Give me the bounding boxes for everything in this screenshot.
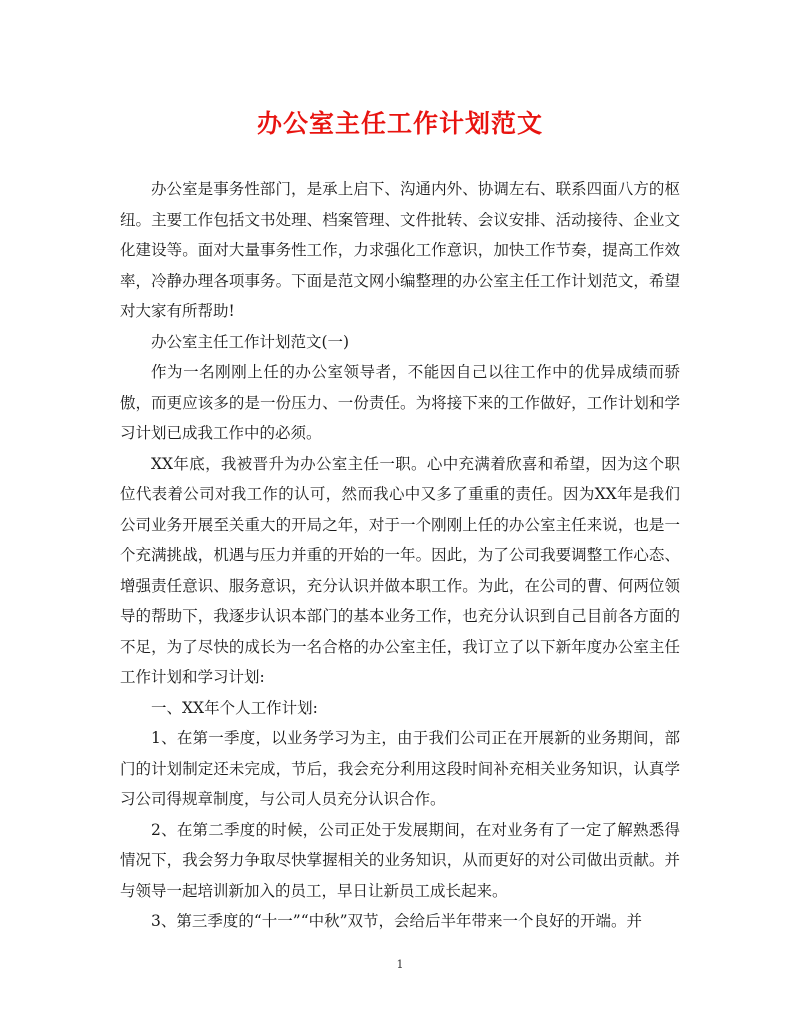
paragraph-quarter-1: 1、在第一季度，以业务学习为主，由于我们公司正在开展新的业务期间，部门的计划制定还未完成，节后，我会充分利用这段时间补充相关业务知识，认真学习公司得规章制度，与公司人员充分认识合作。	[120, 729, 680, 808]
paragraph-background: XX年底，我被晋升为办公室主任一职。心中充满着欣喜和希望，因为这个职位代表着公司对我工作的认可，然而我心中又多了重重的责任。因为XX年是我们公司业务开展至关重大的开局之年，对于一个刚刚上任的办公室主任来说，也是一个充满挑战，机遇与压力并重的开始的一年。因此，为了公司我要调整工作心态、增强责任意识、服务意识，充分认识并做本职工作。为此，在公司的曹、何两位领导的帮助下，我逐步认识本部门的基本业务工作，也充分认识到自己目前各方面的不足，为了尽快的成长为一名合格的办公室主任，我订立了以下新年度办公室主任工作计划和学习计划:	[120, 454, 680, 686]
document-title: 办公室主任工作计划范文	[256, 109, 543, 138]
paragraph-section-heading: 办公室主任工作计划范文(一)	[151, 332, 350, 351]
paragraph-quarter-2: 2、在第二季度的时候，公司正处于发展期间，在对业务有了一定了解熟悉得情况下，我会努力争取尽快掌握相关的业务知识，从而更好的对公司做出贡献。并与领导一起培训新加入的员工，早日让新员工成长起来。	[120, 820, 680, 900]
page-number: 1	[396, 958, 404, 971]
paragraph-plan-heading: 一、XX年个人工作计划:	[151, 698, 318, 717]
paragraph-intro: 办公室是事务性部门，是承上启下、沟通内外、协调左右、联系四面八方的枢纽。主要工作包括文书处理、档案管理、文件批转、会议安排、活动接待、企业文化建设等。面对大量事务性工作，力求强化工作意识，加快工作节奏，提高工作效率，冷静办理各项事务。下面是范文网小编整理的办公室主任工作计划范文，希望对大家有所帮助!	[120, 180, 680, 320]
paragraph-quarter-3: 3、第三季度的“十一”“中秋”双节，会给后半年带来一个良好的开端。并	[151, 912, 643, 930]
paragraph-role-statement: 作为一名刚刚上任的办公室领导者，不能因自己以往工作中的优异成绩而骄傲，而更应该多的是一份压力、一份责任。为将接下来的工作做好，工作计划和学习计划已成我工作中的必须。	[120, 363, 680, 442]
document-body	[120, 174, 680, 937]
